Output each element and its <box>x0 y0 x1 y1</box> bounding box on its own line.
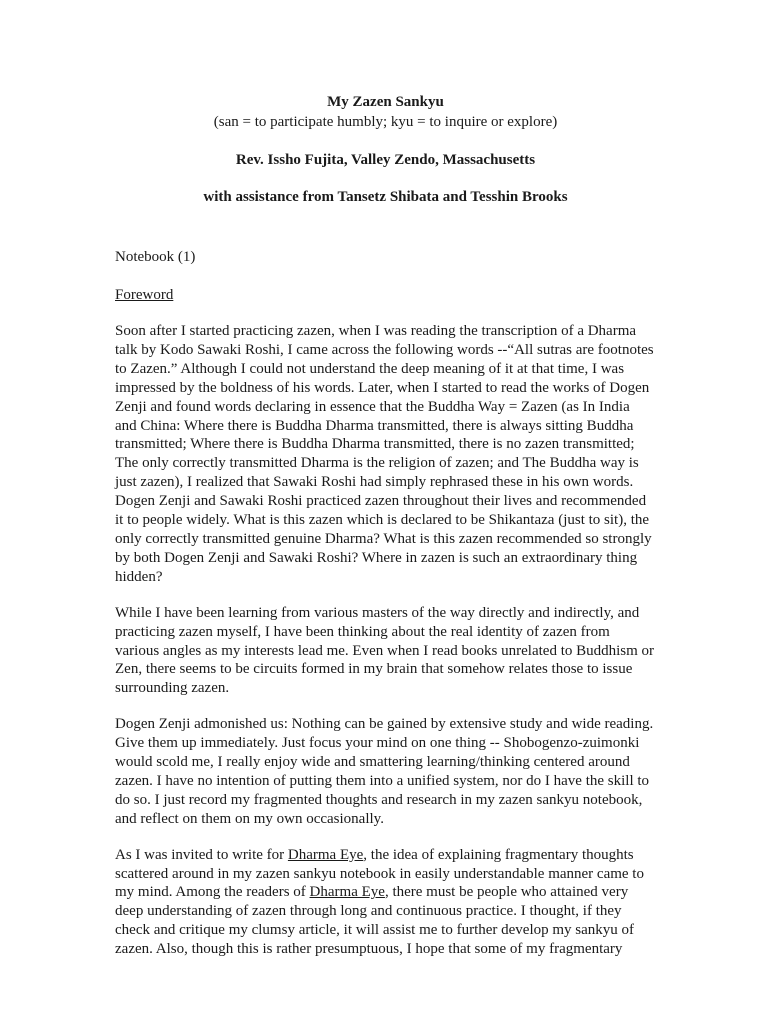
paragraph-line: zazen. Also, though this is rather presumptuous, I hope that some of my fragmentary <box>115 941 623 958</box>
paragraph-3 <box>115 715 656 828</box>
paragraph-line: just zazen), I realized that Sawaki Roshi had simply rephrased these in his own words. <box>115 474 634 491</box>
line-text: As I was invited to write for <box>115 846 288 863</box>
paragraph-line: practicing zazen myself, I have been thinking about the real identity of zazen from <box>115 623 610 640</box>
paragraph-line: by both Dogen Zenji and Sawaki Roshi? Where in zazen is such an extraordinary thing <box>115 549 638 566</box>
document-title: My Zazen Sankyu <box>327 94 444 110</box>
paragraph-line: Give them up immediately. Just focus your mind on one thing -- Shobogenzo-zuimonki <box>115 735 640 752</box>
paragraph-line <box>115 883 656 902</box>
paragraph-line: Soon after I started practicing zazen, when I was reading the transcription of a Dharma <box>115 323 637 339</box>
paragraph-line: check and critique my clumsy article, it will assist me to further develop my sankyu of <box>115 922 635 939</box>
paragraph-line: surrounding zazen. <box>115 680 230 697</box>
paragraph-line: Dogen Zenji admonished us: Nothing can be gained by extensive study and wide reading. <box>115 716 654 733</box>
paragraph-line: deep understanding of zazen through long and continuous practice. I thought, if they <box>115 903 622 920</box>
line-text: , the idea of explaining fragmentary thoughts <box>363 846 634 863</box>
paragraph-line: hidden? <box>115 568 163 585</box>
line-text: , there must be people who attained very <box>384 884 629 901</box>
paragraph-line: and China: Where there is Buddha Dharma transmitted, there is always sitting Buddha <box>115 417 634 434</box>
paragraph-2 <box>115 604 656 699</box>
document-subtitle: (san = to participate humbly; kyu = to inquire or explore) <box>213 114 558 130</box>
paragraph-line: Dogen Zenji and Sawaki Roshi practiced zazen throughout their lives and recommended <box>115 493 647 510</box>
author-line: Rev. Issho Fujita, Valley Zendo, Massachusetts <box>235 152 536 168</box>
paragraph-line: zazen. I have no intention of putting them into a unified system, nor do I have the skill to <box>115 772 650 789</box>
paragraph-line <box>115 846 656 865</box>
paragraph-line: do so. I just record my fragmented thoughts and research in my zazen sankyu notebook, <box>115 791 643 808</box>
paragraph-line: While I have been learning from various masters of the way directly and indirectly, and <box>115 604 640 621</box>
paragraph-line: to Zazen.” Although I could not understand the deep meaning of it at that time, I was <box>115 360 625 377</box>
paragraph-line: impressed by the boldness of his words. Later, when I started to read the works of Dogen <box>115 379 650 396</box>
paragraph-line: would scold me, I really enjoy wide and smattering learning/thinking centered around <box>115 754 630 771</box>
publication-title-dharma-eye: Dharma Eye <box>309 884 385 901</box>
document-header <box>115 92 656 207</box>
assistance-line: with assistance from Tansetz Shibata and Tesshin Brooks <box>203 189 568 205</box>
paragraph-line: talk by Kodo Sawaki Roshi, I came across the following words --“All sutras are footnotes <box>115 341 654 358</box>
paragraph-4 <box>115 846 656 959</box>
paragraph-line: The only correctly transmitted Dharma is the religion of zazen; and The Buddha way is <box>115 455 639 472</box>
paragraph-line: and reflect on them on my own occasionally. <box>115 810 384 827</box>
paragraph-line: scattered around in my zazen sankyu notebook in easily understandable manner came to <box>115 865 644 882</box>
publication-title-dharma-eye: Dharma Eye <box>287 846 364 863</box>
paragraph-1 <box>115 322 656 587</box>
paragraph-line: transmitted; Where there is Buddha Dharma transmitted, there is no zazen transmitted; <box>115 436 635 453</box>
paragraph-line: Zenji and found words declaring in essence that the Buddha Way = Zazen (as In India <box>115 398 630 415</box>
notebook-label: Notebook (1) <box>115 249 196 265</box>
paragraph-line: only correctly transmitted genuine Dharma? What is this zazen recommended so strongly <box>115 530 652 547</box>
paragraph-line: it to people widely. What is this zazen which is declared to be Shikantaza (just to sit), the <box>115 512 650 529</box>
paragraph-line: various angles as my interests lead me. Even when I read books unrelated to Buddhism or <box>115 642 655 659</box>
line-text: my mind. Among the readers of <box>115 884 310 901</box>
paragraph-line: Zen, there seems to be circuits formed in my brain that somehow relates those to issue <box>115 661 633 678</box>
section-heading-foreword: Foreword <box>115 287 174 303</box>
